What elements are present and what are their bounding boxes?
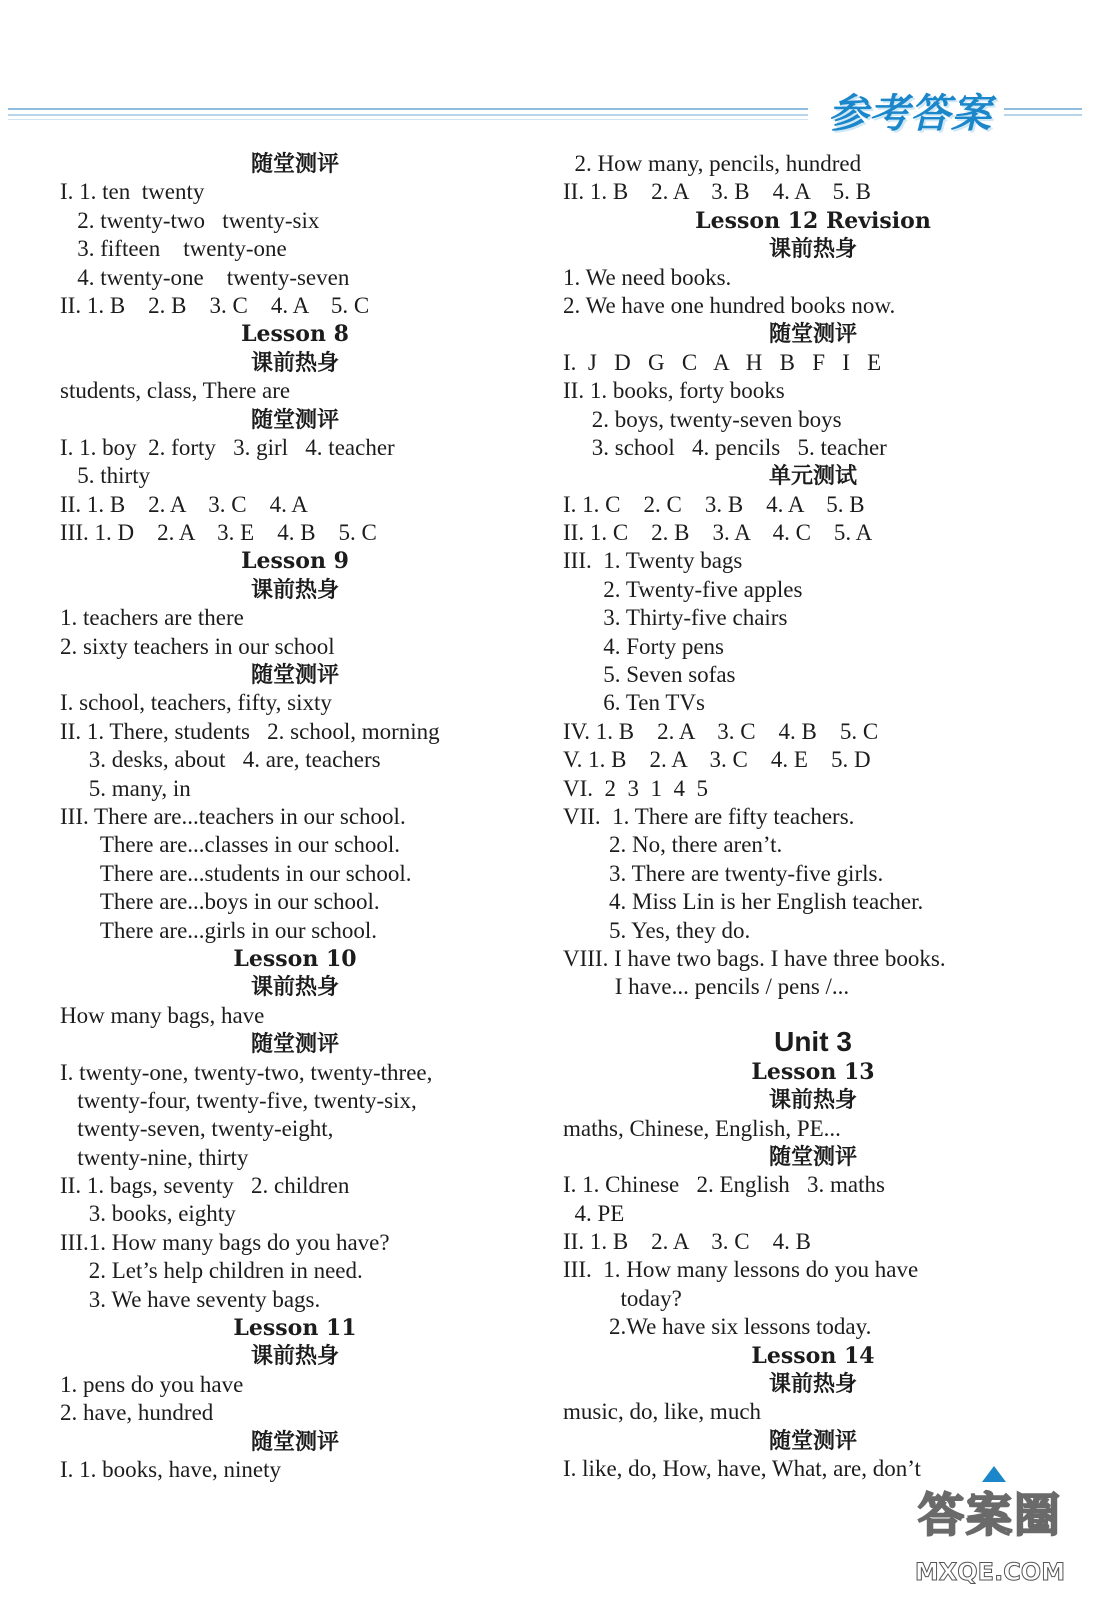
answer-line: 2. twenty-two twenty-six (60, 207, 320, 233)
answer-line: VII. 1. There are fifty teachers. (563, 803, 855, 829)
section-heading: 随堂测评 (250, 151, 339, 177)
answer-line: 3. We have seventy bags. (60, 1286, 321, 1312)
section-heading: 随堂测评 (250, 1428, 339, 1455)
answer-line: I. school, teachers, fifty, sixty (60, 690, 332, 716)
section-heading: 课前热身 (250, 349, 339, 376)
section-heading: Lesson 10 (233, 945, 357, 972)
answer-line: III. 1. D 2. A 3. E 4. B 5. C (60, 520, 377, 546)
answer-line: 3. fifteen twenty-one (60, 236, 287, 262)
section-heading: 随堂测评 (768, 1143, 857, 1170)
answer-line: twenty-seven, twenty-eight, (60, 1116, 334, 1142)
answer-line: 3. There are twenty-five girls. (563, 860, 884, 886)
answer-line: 3. school 4. pencils 5. teacher (563, 434, 887, 460)
watermark-site: MXQE.COM (914, 1558, 1066, 1586)
answer-line: twenty-nine, thirty (60, 1144, 249, 1170)
watermark-logo: 答案圈 (918, 1488, 1062, 1542)
section-heading: 课前热身 (250, 974, 339, 1001)
answer-line: 4. Forty pens (563, 633, 724, 659)
page-title: 参考答案 (828, 91, 992, 137)
answer-line: 1. We need books. (563, 264, 732, 290)
section-heading: 课前热身 (768, 1371, 857, 1398)
answer-line: There are...classes in our school. (60, 832, 401, 858)
section-heading: Lesson 13 (751, 1058, 875, 1085)
answer-line: How many bags, have (60, 1002, 265, 1028)
answer-line: 2. boys, twenty-seven boys (563, 406, 842, 432)
section-heading: 单元测试 (768, 463, 857, 490)
answer-line: 2. Twenty-five apples (563, 576, 803, 602)
answer-line: 2. No, there aren’t. (563, 832, 783, 858)
unit-heading: Unit 3 (774, 1025, 852, 1057)
section-heading: Lesson 8 (241, 321, 349, 348)
watermark-arrow-icon (982, 1466, 1006, 1482)
answer-line: I. 1. boy 2. forty 3. girl 4. teacher (60, 434, 395, 460)
section-heading: 随堂测评 (250, 406, 339, 433)
answer-line: 3. desks, about 4. are, teachers (60, 747, 381, 773)
answer-line: 6. Ten TVs (563, 690, 705, 716)
section-heading: 随堂测评 (250, 662, 339, 689)
section-heading: Lesson 14 (751, 1342, 875, 1369)
answer-line: 4. Miss Lin is her English teacher. (563, 889, 924, 915)
answer-line: 1. teachers are there (60, 605, 244, 631)
answer-line: II. 1. B 2. B 3. C 4. A 5. C (60, 292, 370, 318)
section-heading: 随堂测评 (768, 1427, 857, 1454)
section-heading: Lesson 12 Revision (695, 207, 931, 234)
section-heading: 课前热身 (250, 1343, 339, 1370)
section-heading: Lesson 11 (233, 1315, 357, 1342)
watermark (896, 1466, 1086, 1594)
answer-line: II. 1. There, students 2. school, morning (60, 718, 440, 744)
spacer (563, 1002, 1063, 1022)
answer-line: 2. How many, pencils, hundred (563, 151, 862, 176)
right-answer-column (563, 150, 1063, 1484)
section-heading: 课前热身 (250, 576, 339, 603)
answer-line: students, class, There are (60, 378, 291, 404)
answer-line: 1. pens do you have (60, 1371, 244, 1397)
answer-line: music, do, like, much (563, 1399, 762, 1425)
answer-line: 5. thirty (60, 463, 151, 489)
section-heading: 随堂测评 (768, 321, 857, 348)
answer-line: III. 1. How many lessons do you have (563, 1257, 919, 1283)
answer-line: I. like, do, How, have, What, are, don’t (563, 1456, 921, 1482)
answer-line: I. 1. books, have, ninety (60, 1456, 282, 1482)
answer-line: IV. 1. B 2. A 3. C 4. B 5. C (563, 718, 879, 744)
answer-line: 4. PE (563, 1200, 625, 1226)
answer-line: II. 1. B 2. A 3. C 4. A (60, 491, 308, 517)
answer-line: I. 1. ten twenty (60, 179, 205, 205)
answer-line: II. 1. books, forty books (563, 378, 785, 404)
answer-line: I. J D G C A H B F I E (563, 349, 882, 375)
answer-line: 2. have, hundred (60, 1400, 214, 1426)
answer-line: VI. 2 3 1 4 5 (563, 775, 709, 801)
answer-line: III. There are...teachers in our school. (60, 803, 406, 829)
section-heading: Lesson 9 (241, 548, 349, 575)
answer-line: III. 1. Twenty bags (563, 548, 743, 574)
answer-line: There are...students in our school. (60, 860, 412, 886)
answer-line: twenty-four, twenty-five, twenty-six, (60, 1087, 417, 1113)
answer-line: III.1. How many bags do you have? (60, 1229, 390, 1255)
answer-line: 5. many, in (60, 775, 191, 801)
answer-line: 5. Seven sofas (563, 662, 736, 688)
answer-line: 3. books, eighty (60, 1201, 236, 1227)
answer-line: I. twenty-one, twenty-two, twenty-three, (60, 1059, 433, 1085)
answer-line: 3. Thirty-five chairs (563, 605, 788, 631)
answer-line: I have... pencils / pens /... (563, 974, 850, 1000)
answer-line: I. 1. Chinese 2. English 3. maths (563, 1172, 885, 1198)
answer-line: II. 1. B 2. A 3. C 4. B (563, 1229, 811, 1255)
answer-line: maths, Chinese, English, PE... (563, 1115, 841, 1141)
answer-line: II. 1. bags, seventy 2. children (60, 1173, 350, 1199)
answer-line: 2. We have one hundred books now. (563, 292, 896, 318)
answer-line: V. 1. B 2. A 3. C 4. E 5. D (563, 747, 871, 773)
section-heading: 随堂测评 (250, 1031, 339, 1058)
answer-line: There are...boys in our school. (60, 889, 380, 915)
answer-line: VIII. I have two bags. I have three books. (563, 945, 946, 971)
left-answer-column (60, 150, 530, 1484)
answer-line: 2. Let’s help children in need. (60, 1258, 363, 1284)
section-heading: 课前热身 (768, 236, 857, 263)
answer-line: I. 1. C 2. C 3. B 4. A 5. B (563, 491, 865, 517)
answer-line: today? (563, 1285, 682, 1311)
answer-line: There are...girls in our school. (60, 917, 378, 943)
answer-line: 4. twenty-one twenty-seven (60, 264, 350, 290)
section-heading: 课前热身 (768, 1087, 857, 1114)
answer-line: 2.We have six lessons today. (563, 1314, 872, 1340)
answer-line: 5. Yes, they do. (563, 917, 751, 943)
answer-line: II. 1. B 2. A 3. B 4. A 5. B (563, 179, 871, 205)
answer-line: II. 1. C 2. B 3. A 4. C 5. A (563, 520, 873, 546)
answer-line: 2. sixty teachers in our school (60, 633, 335, 659)
